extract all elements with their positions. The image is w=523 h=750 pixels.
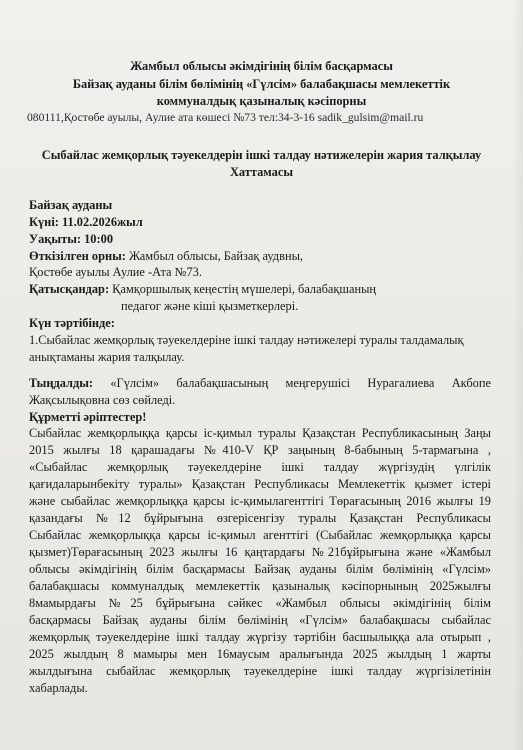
body-line: қағидаларынбекіту туралы» Қазақстан Республикасы Мемлекеттік қызмет істері [29,477,491,491]
date-row [29,215,143,229]
time-value: 10:00 [84,232,114,246]
time-row [29,232,113,246]
agenda-line-1: 1.Сыбайлас жемқорлық тәуекелдеріне ішкі талдау нәтижелері туралы талдамалық [29,333,464,347]
date-label: Күні: [29,215,59,229]
body-line: 2015 жылғы 18 қарашадағы №410-V ҚР заңының 8-бабының 5-тармағына , [29,443,491,457]
body-line: жемқорлық тәуекелдеріне ішкі талдау жүргізу тәртібін басшылыққа ала отырып , [29,630,491,644]
listened-line-1: «Гүлсім» балабақшасының меңгерушісі Нурагалиева Акбопе [93,376,491,390]
body-line: Сыбайлас жемқорлыққа қарсы іс-қимыл туралы Қазақстан Республикасының Заңы [29,426,491,440]
body-line: жылдығына сыбайлас жемқорлық тәуекелдеріне ішкі талдау жүргізілетінін [29,664,491,678]
date-value: 11.02.2026жыл [62,215,143,229]
title-line-1: Сыбайлас жемқорлық тәуекелдерін ішкі талдау нәтижелерін жария талқылау [41,148,482,162]
place-row [29,249,303,263]
body-line: Сыбайлас жемқорлыққа қарсы іс-қимыл агенттігі (Сыбайлас жемқорлыққа қарсы [29,528,491,542]
header-line-2: Байзақ ауданы білім бөлімінің «Гүлсім» балабақшасы мемлекеттік [72,77,451,91]
body-line: 8мамырдағы №25 бұйрығына сәйкес «Жамбыл облысы әкімдігінің білім [29,596,491,610]
participants-label: Қатысқандар: [29,282,110,296]
time-label: Уақыты: [29,232,81,246]
listened-row [29,376,491,390]
body-text [29,425,491,697]
body-line: және сыбайлас жемқорлыққа қарсы іс-қимылагенттігі Төрағасының 2016 жылғы 19 [29,494,491,508]
listened-line-2: Жақсылықовна сөз сөйледі. [29,393,176,407]
body-line: балабақшасы коммуналдық мемлекеттік қазыналық кәсіпорнының 2025жылғы [29,579,491,593]
participants-row [29,282,376,296]
agenda-label: Күн тәртібінде: [29,316,115,330]
place-value: Жамбыл облысы, Байзақ аудвны, [125,249,304,263]
page-edge-shadow [513,0,523,750]
title-line-2: Хаттамасы [229,165,294,179]
greeting: Құрметті әріптестер! [29,410,147,424]
body-line: хабарлады. [29,681,88,695]
listened-label: Тыңдалды: [29,376,94,390]
body-line: қызмет)Төрағасының 2023 жылғы 16 қаңтардағы №21бұйрығына және «Жамбыл [29,545,491,559]
header-line-3: коммуналдық қазыналық кәсіпорны [156,94,367,108]
body-line: облысы әкімдігінің білім басқармасы Байзақ ауданы білім бөлімінің «Гүлсім» [29,562,491,576]
agenda-line-2: анықтаманы жария талқылау. [29,350,185,364]
place-label: Өткізілген орны: [29,249,126,263]
district: Байзақ ауданы [29,198,113,212]
body-line: қазандағы №12 бұйрығына өзгерісенгізу туралы Қазақстан Республикасы [29,511,491,525]
participants-value: Қамқоршылық кеңестің мүшелері, балабақшаның [109,282,377,296]
body-line: «Сыбайлас жемқорлық тәуекелдеріне ішкі талдау жүргізудің үлгілік [29,460,491,474]
header-line-1: Жамбыл облысы әкімдігінің білім басқармасы [130,59,393,73]
place-value-2: Қостөбе ауылы Аулие -Ата №73. [29,265,202,279]
header-address: 080111,Қостөбе ауылы, Аулие ата көшесі №73 тел:34-3-16 sadik_gulsim@mail.ru [27,111,424,124]
body-line: басқармасы Байзақ ауданы білім бөлімінің «Гүлсім» балабақшасы сыбайлас [29,613,491,627]
participants-value-2: педагог және кіші қызметкерлері. [121,299,299,313]
body-line: 2025 жылдың 8 мамыры мен 16маусым аралығында 2025 жылдың 1 жарты [29,647,491,661]
